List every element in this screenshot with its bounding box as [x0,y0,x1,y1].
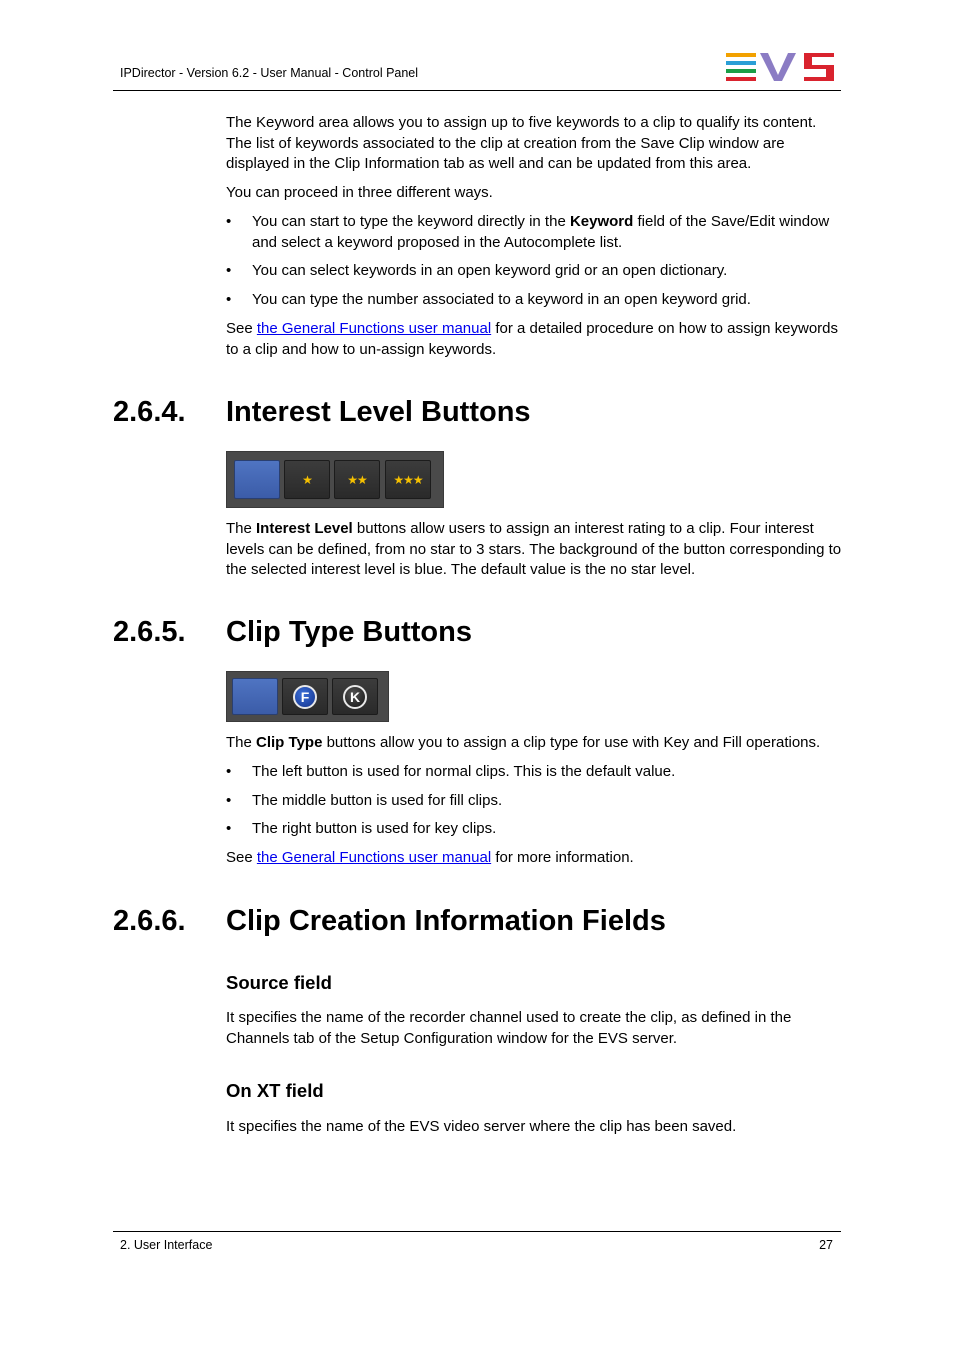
general-functions-manual-link[interactable]: the General Functions user manual [256,849,492,866]
bullet-marker: • [226,792,232,809]
bullet-marker: • [226,291,232,308]
clip-type-normal-button[interactable] [232,678,278,715]
clip-type-key-button[interactable] [332,678,378,715]
list-item: • The left button is used for normal clips. This is the default value. [226,762,846,783]
see-also-paragraph: See the General Functions user manual for more information. [226,849,634,866]
section-title: Clip Creation Information Fields [226,905,666,937]
intro-paragraph: The Keyword area allows you to assign up to five keywords to a clip to qualify its content. The list of keywords associated to the clip at creation from the Save Clip window are displayed in the Clip Information tab as well and can be updated from this area. [226,114,817,172]
keyword-term: Keyword [569,213,634,230]
source-field-heading: Source field [226,972,332,993]
clip-type-buttons [226,671,389,722]
key-icon: K [343,685,367,709]
interest-level-3-star-button[interactable]: ★★★ [385,460,431,499]
section-number: 2.6.5. [113,616,186,648]
evs-logo [726,53,834,81]
section-title: Interest Level Buttons [226,396,531,428]
list-item: • The right button is used for key clips. [226,819,846,840]
section-number: 2.6.4. [113,396,186,428]
footer-chapter: 2. User Interface [120,1238,213,1252]
header-rule [113,90,841,91]
bullet-marker: • [226,763,232,780]
interest-level-buttons [226,451,444,508]
list-item: • You can type the number associated to a keyword in an open keyword grid. [226,290,846,311]
interest-level-description: The Interest Level buttons allow users to assign an interest rating to a clip. Four interest levels can be defined, from no star to 3 stars. The background of the button corresponding to the selected interest level is blue. The default value is the no star level. [226,520,842,578]
interest-level-2-star-button[interactable]: ★★ [334,460,380,499]
section-title: Clip Type Buttons [226,616,472,648]
bullet-marker: • [226,262,232,279]
source-field-description: It specifies the name of the recorder channel used to create the clip, as defined in the Channels tab of the Setup Configuration window for the EVS server. [226,1009,792,1047]
interest-level-none-button[interactable] [234,460,280,499]
fill-icon: F [293,685,317,709]
section-number: 2.6.6. [113,905,186,937]
clip-type-description: The Clip Type buttons allow you to assign a clip type for use with Key and Fill operations. [226,734,821,751]
see-also-paragraph: See the General Functions user manual for a detailed procedure on how to assign keywords to a clip and how to un-assign keywords. [226,320,839,358]
on-xt-field-description: It specifies the name of the EVS video server where the clip has been saved. [226,1118,737,1135]
list-item: • You can select keywords in an open keyword grid or an open dictionary. [226,261,846,282]
list-item: • You can start to type the keyword directly in the Keyword field of the Save/Edit window and select a keyword proposed in the Autocomplete list. [226,213,830,251]
clip-type-fill-button[interactable] [282,678,328,715]
intro-ways-paragraph: You can proceed in three different ways. [226,184,493,201]
on-xt-field-heading: On XT field [226,1080,324,1101]
bullet-marker: • [226,213,232,230]
footer-rule [113,1231,841,1232]
page-number: 27 [819,1238,833,1252]
general-functions-manual-link[interactable]: the General Functions user manual [256,320,492,337]
interest-level-1-star-button[interactable]: ★ [284,460,330,499]
header-title: IPDirector - Version 6.2 - User Manual - Control Panel [120,66,419,80]
bullet-marker: • [226,820,232,837]
list-item: • The middle button is used for fill clips. [226,791,846,812]
